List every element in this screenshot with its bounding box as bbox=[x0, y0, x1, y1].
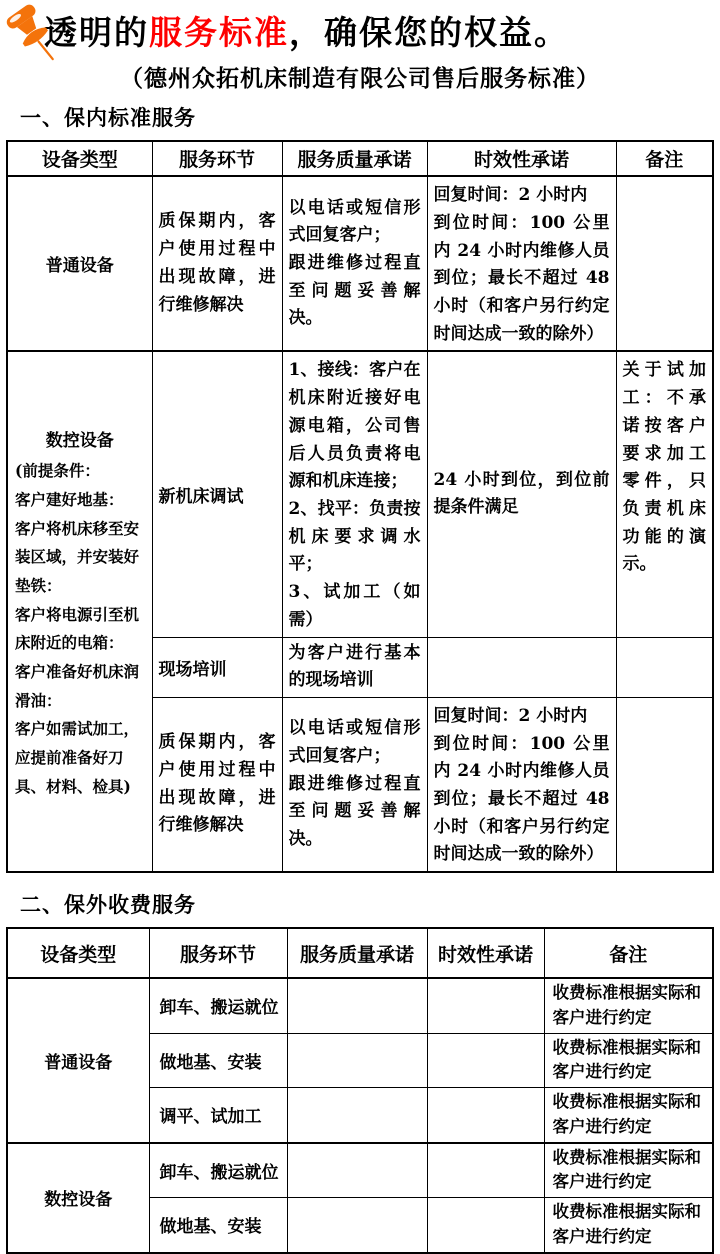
remark-cell: 收费标准根据实际和客户进行约定 bbox=[544, 1143, 713, 1198]
stage-cell: 做地基、安装 bbox=[149, 1198, 287, 1253]
remark-cell: 收费标准根据实际和客户进行约定 bbox=[544, 1198, 713, 1253]
remark-cell-ordinary bbox=[616, 176, 713, 351]
quality-cell-empty bbox=[287, 1198, 427, 1253]
stage-cell-training: 现场培训 bbox=[152, 637, 282, 697]
device-cell-cnc: 数控设备 bbox=[7, 1143, 149, 1253]
col-header-remark: 备注 bbox=[616, 141, 713, 176]
timeliness-cell-empty bbox=[427, 978, 544, 1033]
quality-cell-debug bbox=[282, 351, 427, 637]
quality-cell-repair bbox=[282, 697, 427, 872]
quality-line: 3、试加工（如需） bbox=[288, 582, 421, 630]
quality-line: 2、找平：负责按机床要求调水平； bbox=[288, 498, 421, 575]
condition-line: 客户将机床移至安装区域，并安装好垫铁： bbox=[15, 518, 140, 595]
timeliness-line: 回复时间：2 小时内 bbox=[433, 185, 588, 206]
table-row bbox=[7, 978, 713, 1033]
timeliness-cell-empty bbox=[427, 1088, 544, 1143]
quality-line: 以电话或短信形式回复客户； bbox=[288, 197, 421, 246]
quality-line: 以电话或短信形式回复客户； bbox=[288, 718, 421, 766]
quality-cell-training: 为客户进行基本的现场培训 bbox=[282, 637, 427, 697]
timeliness-cell-training bbox=[427, 637, 616, 697]
timeliness-cell-repair bbox=[427, 697, 616, 872]
table-header-row bbox=[7, 141, 713, 176]
quality-cell-empty bbox=[287, 1143, 427, 1198]
table-row-cnc-debug bbox=[7, 351, 713, 637]
quality-line: 跟进维修过程直至问题妥善解决。 bbox=[288, 773, 421, 850]
col-header-timeliness: 时效性承诺 bbox=[427, 141, 616, 176]
page-header bbox=[0, 0, 720, 93]
col-header-quality: 服务质量承诺 bbox=[287, 928, 427, 978]
timeliness-cell-empty bbox=[427, 1143, 544, 1198]
condition-line: 客户建好地基： bbox=[15, 489, 124, 509]
timeliness-line: 到位时间：100 公里内 24 小时内维修人员到位；最长不超过 48 小时（和客户另行约定时间达成一致的除外） bbox=[433, 212, 610, 344]
stage-cell-repair: 质保期内，客户使用过程中出现故障，进行维修解决 bbox=[152, 697, 282, 872]
condition-line: 客户准备好机床润滑油： bbox=[15, 661, 140, 710]
condition-line: 客户将电源引至机床附近的电箱： bbox=[15, 604, 140, 653]
table-row-ordinary bbox=[7, 176, 713, 351]
timeliness-cell-empty bbox=[427, 1198, 544, 1253]
quality-line: 1、接线：客户在机床附近接好电源电箱，公司售后人员负责将电源和机床连接； bbox=[288, 360, 421, 492]
title-prefix: 透明的 bbox=[44, 13, 149, 52]
quality-line: 跟进维修过程直至问题妥善解决。 bbox=[288, 253, 421, 329]
stage-cell: 调平、试加工 bbox=[149, 1088, 287, 1143]
condition-line: 客户如需试加工，应提前准备好刀具、材料、检具) bbox=[15, 719, 140, 796]
stage-cell: 做地基、安装 bbox=[149, 1033, 287, 1088]
remark-cell: 收费标准根据实际和客户进行约定 bbox=[544, 1033, 713, 1088]
stage-cell-ordinary: 质保期内，客户使用过程中出现故障，进行维修解决 bbox=[152, 176, 282, 351]
device-cell-ordinary: 普通设备 bbox=[7, 978, 149, 1143]
table-header-row bbox=[7, 928, 713, 978]
col-header-stage: 服务环节 bbox=[149, 928, 287, 978]
remark-cell: 收费标准根据实际和客户进行约定 bbox=[544, 978, 713, 1033]
section-heading-paid: 二、保外收费服务 bbox=[20, 892, 196, 918]
device-cell-cnc bbox=[7, 351, 152, 872]
col-header-device: 设备类型 bbox=[7, 141, 152, 176]
page-subtitle: （德州众拓机床制造有限公司售后服务标准） bbox=[120, 66, 600, 93]
paid-service-table bbox=[6, 927, 714, 1254]
timeliness-cell-ordinary bbox=[427, 176, 616, 351]
remark-cell-training bbox=[616, 637, 713, 697]
quality-cell-empty bbox=[287, 1088, 427, 1143]
quality-cell-empty bbox=[287, 1033, 427, 1088]
timeliness-cell-empty bbox=[427, 1033, 544, 1088]
remark-cell: 收费标准根据实际和客户进行约定 bbox=[544, 1088, 713, 1143]
quality-cell-empty bbox=[287, 978, 427, 1033]
title-suffix: ，确保您的权益。 bbox=[289, 13, 569, 52]
remark-cell-debug: 关于试加工：不承诺按客户要求加工零件，只负责机床功能的演示。 bbox=[616, 351, 713, 637]
stage-cell-debug: 新机床调试 bbox=[152, 351, 282, 637]
col-header-device: 设备类型 bbox=[7, 928, 149, 978]
col-header-quality: 服务质量承诺 bbox=[282, 141, 427, 176]
condition-line: (前提条件： bbox=[15, 461, 100, 481]
timeliness-cell-debug: 24 小时到位，到位前提条件满足 bbox=[427, 351, 616, 637]
quality-cell-ordinary bbox=[282, 176, 427, 351]
timeliness-line: 回复时间：2 小时内 bbox=[433, 705, 588, 726]
stage-cell: 卸车、搬运就位 bbox=[149, 978, 287, 1033]
section-heading-in-warranty: 一、保内标准服务 bbox=[20, 105, 196, 131]
device-title-cnc: 数控设备 bbox=[45, 431, 114, 452]
col-header-timeliness: 时效性承诺 bbox=[427, 928, 544, 978]
col-header-remark: 备注 bbox=[544, 928, 713, 978]
stage-cell: 卸车、搬运就位 bbox=[149, 1143, 287, 1198]
timeliness-line: 到位时间：100 公里内 24 小时内维修人员到位；最长不超过 48 小时（和客户另行约定时间达成一致的除外） bbox=[433, 733, 610, 865]
pushpin-icon bbox=[4, 2, 64, 72]
in-warranty-table bbox=[6, 140, 714, 873]
title-highlight: 服务标准 bbox=[149, 13, 289, 52]
remark-cell-repair bbox=[616, 697, 713, 872]
table-row bbox=[7, 1143, 713, 1198]
device-cell-ordinary: 普通设备 bbox=[7, 176, 152, 351]
page-title bbox=[44, 12, 720, 53]
col-header-stage: 服务环节 bbox=[152, 141, 282, 176]
